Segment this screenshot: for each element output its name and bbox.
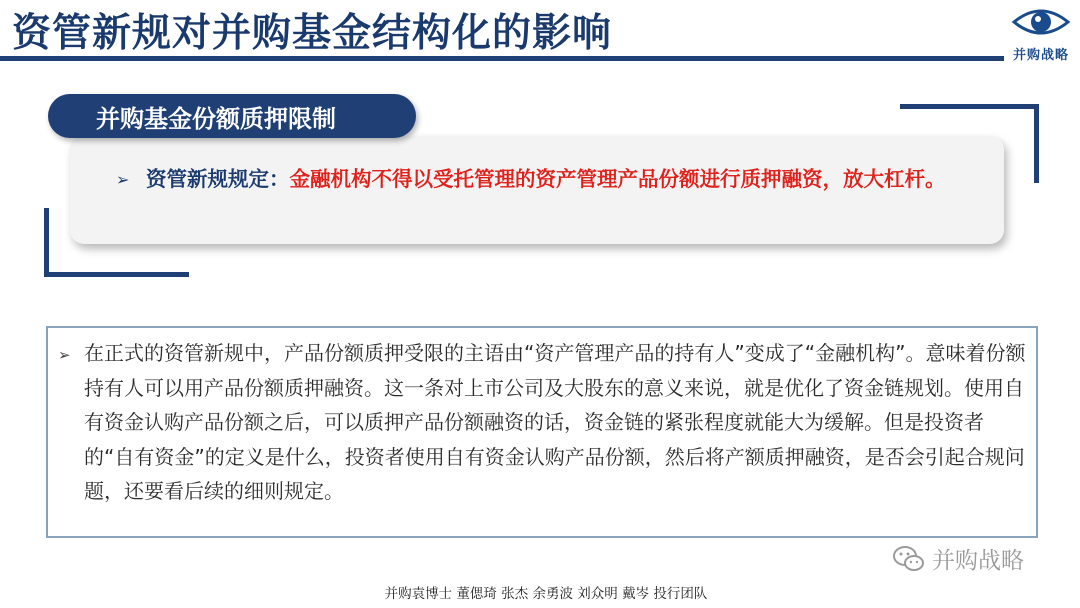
footer-credits: 并购袁博士 董偲琦 张杰 余勇波 刘众明 戴岑 投行团队 [384,586,708,602]
section-label: 并购基金份额质押限制 [96,104,336,133]
rule-bullet-icon: ➢ [116,170,130,189]
rule-content: 金融机构不得以受托管理的资产管理产品份额进行质押融资，放大杠杆。 [289,167,946,191]
rule-label: 资管新规规定： [146,167,290,191]
title-underline [0,56,1004,61]
rule-statement [146,164,986,194]
section-label-pill [48,94,416,138]
watermark-label: 并购战略 [932,548,1024,574]
slide-title: 资管新规对并购基金结构化的影响 [12,11,613,56]
wechat-watermark [892,542,1024,575]
logo-label: 并购战略 [1012,48,1069,63]
analysis-text: 在正式的资管新规中，产品份额质押受限的主语由“资产管理产品的持有人”变成了“金融机构”。意味着份额持有人可以用产品份额质押融资。这一条对上市公司及大股东的意义来说，就是优化了资金链规划。使用自有资金认购产品份额之后，可以质押产品份额融资的话，资金链的紧张程度就能大为缓解。但是投资者的“自有资金”的定义是什么，投资者使用自有资金认购产品份额，然后将产额质押融资，是否会引起合规问题，还要看后续的细则规定。 [84,341,1026,503]
wechat-icon [892,544,926,574]
body-bullet-icon: ➢ [58,346,71,364]
